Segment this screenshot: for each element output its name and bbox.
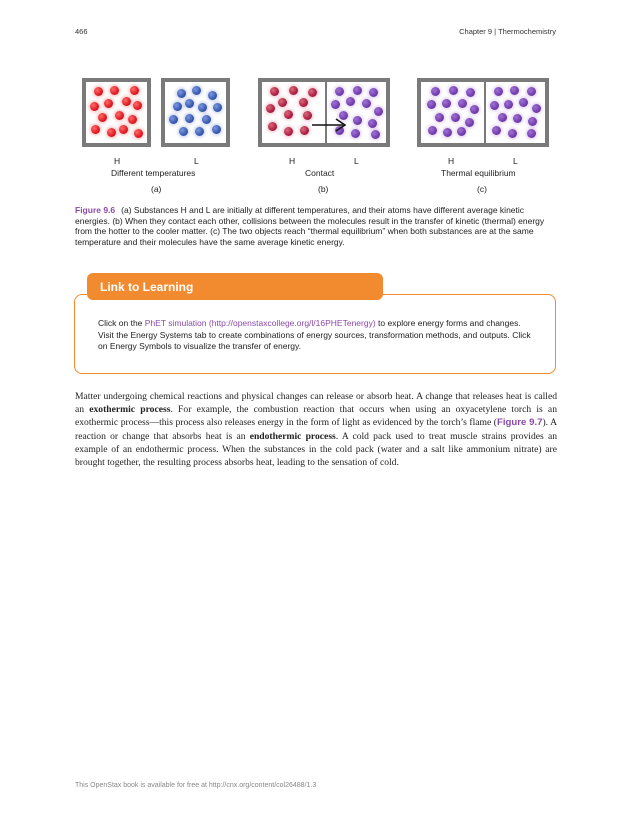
- substance-h-box: [417, 78, 486, 147]
- molecule: [427, 100, 436, 109]
- panel-letter: (b): [318, 184, 329, 194]
- molecule: [362, 99, 371, 108]
- molecule: [308, 88, 317, 97]
- molecule: [110, 86, 119, 95]
- molecule: [300, 126, 309, 135]
- molecule: [368, 119, 377, 128]
- molecule: [353, 86, 362, 95]
- body-text: ). A reaction or change that absorbs heat is an: [75, 417, 557, 442]
- page-footer: This OpenStax book is available for free at http://cnx.org/content/col26488/1.3: [75, 782, 317, 789]
- molecule: [490, 101, 499, 110]
- body-paragraph: [75, 390, 557, 469]
- molecule: [90, 102, 99, 111]
- panel-caption: Thermal equilibrium: [441, 168, 516, 178]
- molecule: [119, 125, 128, 134]
- molecule: [532, 104, 541, 113]
- molecule: [494, 87, 503, 96]
- figure-9-6: [75, 78, 556, 198]
- molecule: [457, 127, 466, 136]
- molecule: [508, 129, 517, 138]
- label-h: H: [289, 156, 296, 166]
- panel-caption: Contact: [305, 168, 335, 178]
- page-number: 466: [75, 27, 88, 36]
- molecule: [528, 117, 537, 126]
- molecule: [466, 88, 475, 97]
- molecule: [98, 113, 107, 122]
- molecule: [270, 87, 279, 96]
- molecule: [104, 99, 113, 108]
- link-to-learning-title: Link to Learning: [87, 273, 383, 300]
- molecule: [451, 113, 460, 122]
- figure-number: Figure 9.6: [75, 205, 116, 215]
- molecule: [513, 114, 522, 123]
- molecule: [213, 103, 222, 112]
- molecule: [346, 97, 355, 106]
- molecule: [369, 88, 378, 97]
- substance-l-box: [484, 78, 549, 147]
- molecule: [519, 98, 528, 107]
- ltl-text-before: Click on the: [98, 318, 145, 328]
- molecule: [212, 125, 221, 134]
- molecule: [431, 87, 440, 96]
- molecule: [510, 86, 519, 95]
- molecule: [498, 113, 507, 122]
- molecule: [465, 118, 474, 127]
- molecule: [130, 86, 139, 95]
- molecule: [458, 99, 467, 108]
- ltl-text-after: to explore energy forms and changes. Visit the Energy Systems tab to create combinations of energy sources, transformation methods, and outputs. Click on Energy Symbols to visualize the transfer of energy.: [98, 318, 531, 352]
- panel-letter: (c): [477, 184, 487, 194]
- body-text: . For example, the combustion reaction that occurs when using an oxyacetylene torch is an exothermic process—this process also releases energy in the form of light as evidenced by the torch’s flame (: [75, 404, 557, 429]
- molecule: [371, 130, 380, 139]
- substance-l-box: [325, 78, 390, 147]
- molecule: [449, 86, 458, 95]
- molecule: [351, 129, 360, 138]
- figure-caption: [75, 205, 557, 247]
- molecule: [353, 116, 362, 125]
- molecule: [284, 110, 293, 119]
- molecule: [192, 86, 201, 95]
- chapter-number: Chapter 9: [459, 27, 493, 36]
- molecule: [331, 100, 340, 109]
- substance-h-box: [258, 78, 327, 147]
- molecule: [266, 104, 275, 113]
- molecule: [268, 122, 277, 131]
- panel-letter: (a): [151, 184, 162, 194]
- label-l: L: [354, 156, 359, 166]
- molecule: [527, 87, 536, 96]
- molecule: [504, 100, 513, 109]
- molecule: [443, 128, 452, 137]
- substance-h-box: [82, 78, 151, 147]
- molecule: [284, 127, 293, 136]
- molecule: [134, 129, 143, 138]
- molecule: [527, 129, 536, 138]
- molecule: [107, 128, 116, 137]
- link-to-learning-text: [98, 318, 536, 353]
- molecule: [128, 115, 137, 124]
- molecule: [115, 111, 124, 120]
- substance-l-box: [161, 78, 230, 147]
- label-h: H: [114, 156, 121, 166]
- molecule: [428, 126, 437, 135]
- molecule: [442, 99, 451, 108]
- body-text: Matter undergoing chemical reactions and physical changes can release or absorb heat. A change that releases heat is called an: [75, 391, 557, 416]
- molecule: [173, 102, 182, 111]
- panel-caption: Different temperatures: [111, 168, 196, 178]
- chapter-heading: [459, 27, 556, 36]
- molecule: [177, 89, 186, 98]
- molecule: [492, 126, 501, 135]
- label-l: L: [513, 156, 518, 166]
- molecule: [169, 115, 178, 124]
- figure-9-7-link[interactable]: Figure 9.7: [496, 417, 543, 429]
- phet-simulation-link[interactable]: PhET simulation (http://openstaxcollege.org/l/16PHETenergy): [144, 318, 376, 328]
- energy-transfer-arrow-icon: [310, 118, 350, 132]
- molecule: [122, 97, 131, 106]
- molecule: [278, 98, 287, 107]
- molecule: [195, 127, 204, 136]
- page-header: [75, 27, 556, 39]
- molecule: [202, 115, 211, 124]
- molecule: [299, 98, 308, 107]
- molecule: [91, 125, 100, 134]
- molecule: [435, 113, 444, 122]
- molecule: [94, 87, 103, 96]
- molecule: [335, 87, 344, 96]
- figure-caption-text: (a) Substances H and L are initially at different temperatures, and their atoms have different average kinetic energies. (b) When they contact each other, collisions between the molecules result in the transfer of kinetic (thermal) energy from the hotter to the cooler matter. (c) The two objects reach “thermal equilibrium” when both substances are at the same temperature and their molecules have the same average kinetic energy.: [75, 205, 545, 247]
- molecule: [208, 91, 217, 100]
- molecule: [374, 107, 383, 116]
- chapter-separator: |: [494, 27, 497, 36]
- chapter-title: Thermochemistry: [498, 27, 556, 36]
- molecule: [289, 86, 298, 95]
- body-text: . A cold pack used to treat muscle strains provides an example of an endothermic process. When the substances in the cold pack (water and a salt like ammonium nitrate) are brought together, the resulting process absorbs heat, leading to the sensation of cold.: [75, 430, 557, 469]
- molecule: [179, 127, 188, 136]
- molecule: [470, 105, 479, 114]
- term-endothermic-process: endothermic process: [249, 430, 336, 442]
- term-exothermic-process: exothermic process: [89, 404, 171, 416]
- label-l: L: [194, 156, 199, 166]
- molecule: [133, 101, 142, 110]
- molecule: [185, 99, 194, 108]
- molecule: [198, 103, 207, 112]
- molecule: [185, 114, 194, 123]
- label-h: H: [448, 156, 455, 166]
